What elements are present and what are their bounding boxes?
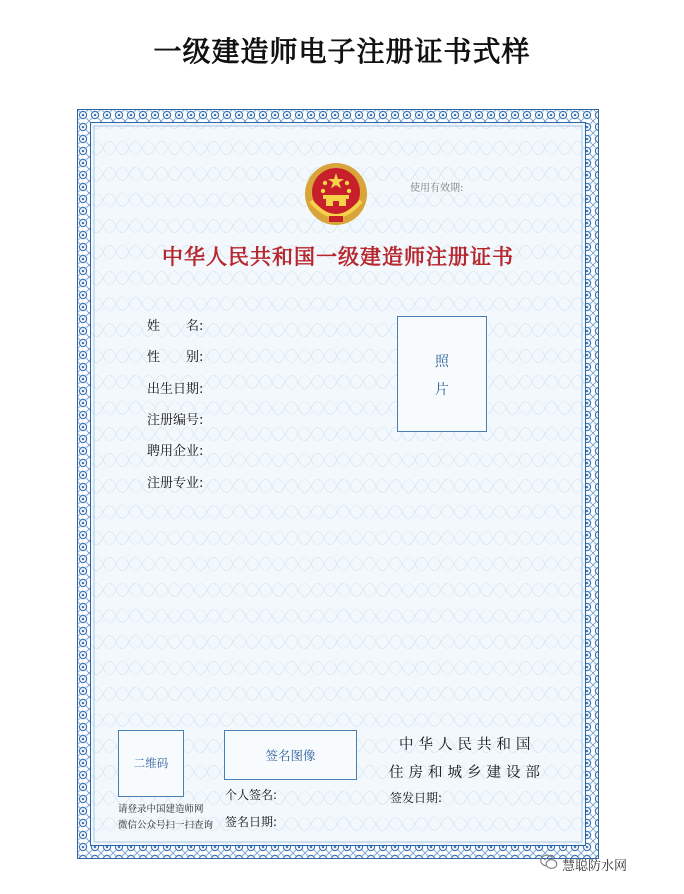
certificate: [77, 109, 599, 859]
field-birthdate-label: 出生日期:: [147, 382, 204, 397]
field-registration-number-label: 注册编号:: [147, 413, 204, 428]
qr-note-line2: 微信公众号扫一扫查询: [118, 820, 214, 831]
photo-text-line2: 片: [435, 382, 449, 398]
qr-code-label: 二维码: [133, 756, 169, 770]
signature-date-label: 签名日期:: [225, 815, 278, 829]
national-emblem-icon: [303, 161, 369, 227]
watermark-text: 慧聪防水网: [562, 859, 628, 874]
signature-image-box: [224, 730, 357, 780]
photo-text-line1: 照: [435, 354, 449, 370]
field-employer-label: 聘用企业:: [147, 444, 204, 459]
personal-signature-label: 个人签名:: [225, 788, 278, 802]
field-specialty-label: 注册专业:: [147, 476, 204, 491]
issuer-line1: 中华人民共和国: [399, 737, 536, 753]
photo-box: [397, 316, 487, 432]
wechat-icon: [540, 853, 558, 871]
issue-date-label: 签发日期:: [390, 791, 443, 805]
qr-code-box: [118, 730, 184, 797]
validity-label: 使用有效期:: [410, 183, 464, 194]
field-name-label: 姓 名:: [147, 319, 204, 334]
field-gender-label: 性 别:: [147, 350, 204, 365]
qr-note-line1: 请登录中国建造师网: [118, 804, 204, 815]
issuer-line2: 住房和城乡建设部: [389, 765, 545, 781]
page-title: 一级建造师电子注册证书式样: [153, 35, 531, 68]
signature-image-label: 签名图像: [265, 748, 316, 763]
certificate-heading: 中华人民共和国一级建造师注册证书: [162, 245, 514, 269]
watermark: [562, 855, 627, 874]
